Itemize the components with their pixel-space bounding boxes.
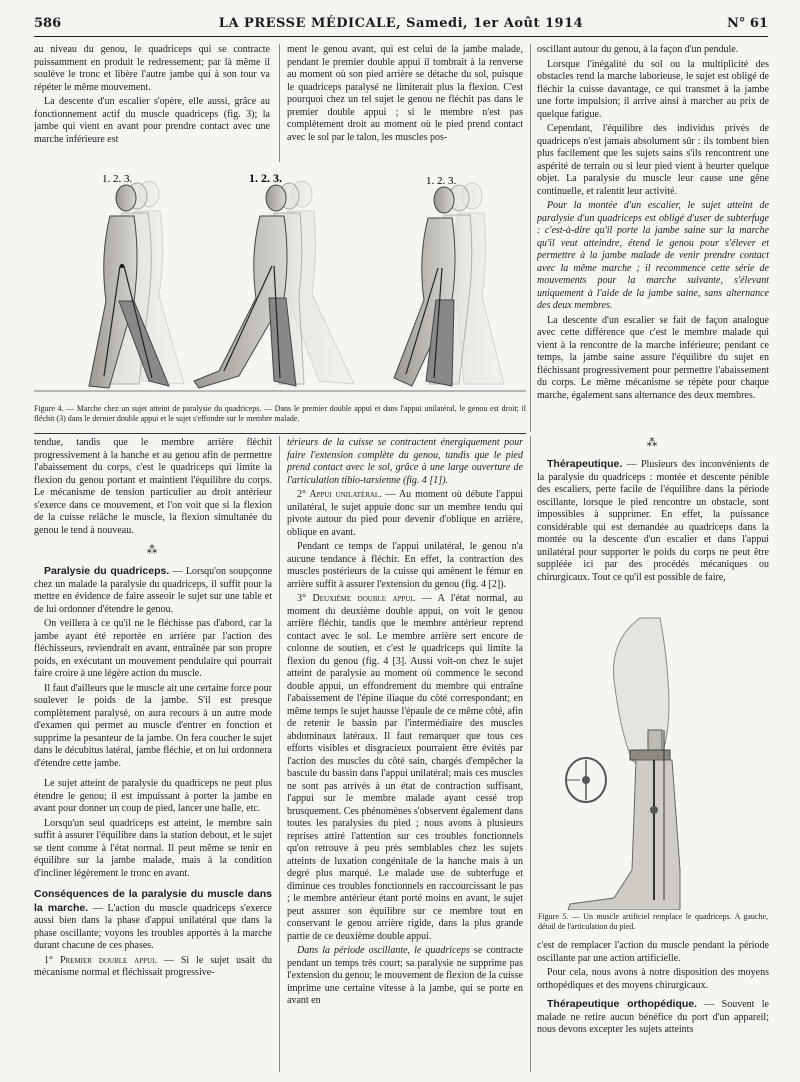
paragraph-text: — Si le sujet usait du mécanisme normal et fléchissait progressive-	[34, 954, 272, 978]
figure-5-caption: Figure 5. — Un muscle artificiel remplace le quadriceps. A gauche, détail de l'articulation du pied.	[538, 912, 768, 931]
figure-4-illustration	[34, 166, 526, 402]
paragraph-text: se contracte pendant un temps très court; sa paralysie ne supprime pas l'extension du genou; le mouvement de flexion de la cuisse imprime une certaine vitesse à la jambe, qui se porte en avant en	[287, 945, 523, 1006]
walker-figure-2	[194, 171, 354, 388]
journal-title: LA PRESSE MÉDICALE, Samedi, 1er Août 1914	[218, 16, 584, 31]
body-column-3-top	[537, 430, 769, 608]
paragraph: ment le genou avant, qui est celui de la jambe malade, pendant le premier double appui il tombrait à la renverse au moment où son pied arrière se détache du sol, puisque le quadriceps paralysé ne limiterait plus la flexion. C'est pourquoi chez un tel sujet le genou ne fléchit pas dans le premier double appui ; si le membre n'est pas complètement droit au moment où le pied prend contact avec le sol par le talon, les muscles pos-	[287, 44, 523, 143]
figure-label-numbers: 1. 2. 3.	[426, 175, 457, 187]
section-heading: Thérapeutique.	[547, 458, 623, 470]
paragraph	[287, 945, 523, 1008]
column-divider	[279, 44, 280, 162]
paragraph: oscillant autour du genou, à la façon d'un pendule.	[537, 44, 739, 55]
paragraph: Il faut d'ailleurs que le muscle ait une certaine force pour soulever le poids de la jambe. S'il est presque complètement paralysé, on aura recours à un autre mode d'examen qui permet au muscle d'entrer en fonction et supprime la pesanteur de la jambe. On fera coucher le sujet dans le décubitus latéral, jambe fléchie, et on lui ordonnera d'étendre cette jambe.	[34, 682, 272, 769]
paragraph: Le sujet atteint de paralysie du quadriceps ne peut plus étendre le genou; il est impuissant à porter la jambe en avant pour donner un coup de pied, lancer une balle, etc.	[34, 778, 272, 814]
subsection-lead: Dans la période oscillante, le quadriceps	[297, 945, 470, 956]
section-heading: Paralysie du quadriceps.	[44, 565, 170, 577]
body-column-1	[34, 437, 272, 1077]
paragraph	[537, 458, 769, 584]
figure-label-numbers: 1. 2. 3.	[249, 171, 282, 185]
section-separator: ⁂	[646, 437, 660, 449]
column-divider	[279, 436, 280, 1072]
paragraph-text: — Plusieurs des inconvénients de la paralysie du quadriceps : montée et descente pénible des escaliers, perte facile de l'équilibre dans la période oscillante, lorsque le pied rencontre un obstacle, sont impossibles à supprimer. En effet, la puissance considérable qui est demandée au quadriceps dans la montée ou la descente d'un escalier et dans l'appui unilatéral pour supporter le poids du corps ne peut être suppléée ici par des procédés mécaniques ou chirurgicaux. Tout ce qu'il est possible de faire,	[537, 459, 769, 583]
paragraph	[34, 888, 272, 953]
page-header	[34, 10, 768, 37]
subsection-lead: 2° Appui unilatéral.	[297, 489, 382, 500]
paragraph-text: — A l'état normal, au moment du deuxième double appui, on voit le genou arrière fléchir, tandis que le membre antérieur reprend contact avec le sol. Le membre arrière sert encore de colonne de soutien, et c'est le quadriceps qui limite la flexion du genou (fig. 4 [3]. Aussi voit-on chez le sujet atteint de paralysie au moment où commence le second double appui, un effondrement du membre qui entraîne l'abaissement de l'épine iliaque du côté correspondant; en même temps le sujet hausse l'épaule de ce même côté, afin de retenir le bassin par l'intermédiaire des muscles abdominaux latéraux. Il faut remarquer que tous ces efforts visibles et disgracieux pourraient être évités par l'action des muscles du côté sain, chargés d'empêcher la bascule du bassin dans l'appui unilatéral; mais ces muscles ne sont pas arrivés à un état de contraction suffisant, l'appui sur le membre malade ayant cessé trop brusquement. Ces phénomènes s'observent également dans toutes les paralysies du pied ; nous avons à plusieurs reprises attiré l'attention sur ces troubles fonctionnels qu'on retrouve à peu près semblables chez les sujets atteints de luxation congénitale de la hanche mais à un degré plus marqué. Le malade use de subterfuge et diminue ces troubles fonctionnels en raccourcissant le pas ; le membre antérieur étant porté moins en avant, le sujet peut assurer son équilibre sur ce membre tout en conservant le genou arrière rigide, dans la plus grande partie de ce deuxième double appui.	[287, 593, 523, 942]
paragraph: On veillera à ce qu'il ne le fléchisse pas d'abord, car la jambe ayant été reportée en arrière par l'action des fléchisseurs, reviendrait en avant, entraînée par son propre poids, en exécutant un mouvement pendulaire qui pourrait faire croire à une légère action du muscle.	[34, 618, 272, 679]
paragraph: Pour la montée d'un escalier, le sujet atteint de paralysie d'un quadriceps est obligé d'user de subterfuge : c'est-à-dire qu'il porte la jambe saine sur la marche qu'il veut atteindre, étend le genou pour s'élever et permettre à la jambe malade de venir prendre contact avec la même marche ; il recommence cette série de mouvements pour la marche suivante, s'élevant uniquement à l'aide de la jambe saine, sans alternance des deux membres.	[537, 200, 769, 311]
paragraph-text: — Au moment où débute l'appui unilatéral, le sujet appuie donc sur un membre tendu qui pivote autour du pied pour devenir d'oblique en arrière, oblique en avant.	[287, 489, 523, 538]
top-column-2	[287, 44, 523, 164]
paragraph: Pour cela, nous avons à notre disposition des moyens orthopédiques et des moyens chirurgicaux.	[537, 967, 769, 991]
paragraph: Pendant ce temps de l'appui unilatéral, le genou n'a aucune tendance à fléchir. En effet, la contraction des muscles postérieurs de la cuisse qui amènent le fémur en arrière suffit à assurer l'extension du genou (fig. 4 [2]).	[287, 541, 523, 590]
figure-5-illustration	[540, 610, 768, 910]
walker-figure-3	[394, 175, 504, 386]
paragraph	[34, 565, 272, 616]
paragraph	[537, 998, 769, 1037]
section-rule	[34, 433, 526, 434]
issue-number: N° 61	[727, 16, 768, 31]
paragraph: Lorsque l'inégalité du sol ou la multiplicité des obstacles rend la marche laborieuse, le sujet est obligé de fléchir la cuisse davantage, ce qui transmet à la jambe une forte impulsion; il arrive ainsi à marcher au prix de quelque fatigue.	[537, 58, 769, 120]
paragraph: La descente d'un escalier s'opère, elle aussi, grâce au fonctionnement actif du muscle quadriceps (fig. 3); la jambe qui vient en avant pour prendre contact avec une marche inférieure est	[34, 96, 270, 145]
top-column-1	[34, 44, 270, 172]
section-heading: Thérapeutique orthopédique.	[547, 998, 698, 1010]
paragraph-text: — Souvent le malade ne retire aucun bénéfice du port d'un appareil; nous devons excepter les sujets atteints	[537, 999, 769, 1035]
paragraph	[34, 955, 272, 980]
paragraph: Lorsqu'un seul quadriceps est atteint, le membre sain suffit à assurer l'équilibre dans la station debout, et le sujet se tient comme à l'état normal. Il peut même se tenir en équilibre sur la jambe malade, mais à la condition d'incliner légèrement le tronc en avant.	[34, 817, 272, 879]
paragraph: Cependant, l'équilibre des individus privés de quadriceps n'est jamais absolument sûr : ils tombent bien plus facilement que les sujets sains s'ils rencontrent une aspérité de terrain ou si leur pied vient à heurter quelque objet. La paralysie du muscle leur cause une gêne continuelle, et ralentit leur activité.	[537, 123, 769, 197]
paragraph: tendue, tandis que le membre arrière fléchit progressivement à la hanche et au genou afin de permettre l'abaissement du corps, c'est le quadriceps qui limite la flexion du genou portant et maintient l'équilibre du corps. Le mécanisme de tension particulier au droit antérieur s'exerce dans ce mouvement, et l'on voit que si la flexion de la cuisse relâche le muscle, la flexion simultanée du genou le tend à nouveau.	[34, 437, 272, 536]
body-column-3-bottom	[537, 940, 769, 1080]
paragraph	[287, 593, 523, 943]
paragraph: térieurs de la cuisse se contractent énergiquement pour faire l'extension complète du genou, tandis que le pied prend contact avec le sol, grâce à une large ouverture de l'articulation tibio-tarsienne (fig. 4 [1]).	[287, 437, 523, 486]
column-divider	[530, 436, 531, 1072]
section-heading: Conséquences de la paralysie du muscle dans la marche.	[34, 888, 272, 914]
paragraph-text: — L'action du muscle quadriceps s'exerce aussi bien dans la phase d'appui unilatéral que dans la phase oscillante; voyons les troubles apportés à la marche durant chacune de ces phases.	[34, 902, 272, 951]
paragraph-text: — Lorsqu'on soupçonne chez un malade la paralysie du quadriceps, il suffit pour la mettre en évidence de faire asseoir le sujet sur une table et de lui ordonner d'étendre le genou.	[34, 566, 272, 615]
section-separator: ⁂	[146, 544, 160, 556]
paragraph: au niveau du genou, le quadriceps qui se contracte puissamment en produit le redressement; par là même il soulève le tronc et libère l'autre jambe qui à son tour va répéter le même mouvement.	[34, 44, 270, 93]
paragraph: La descente d'un escalier se fait de façon analogue avec cette différence que c'est le membre malade qui vient à la rencontre de la marche inférieure; pendant ce temps, la jambe saine assure l'équilibre du sujet en fléchissant progressivement pour permettre l'abaissement du corps. Le même mécanisme se répète pour chaque marche, également sans alternance des deux membres.	[537, 314, 769, 401]
top-column-3	[537, 44, 769, 432]
paragraph: c'est de remplacer l'action du muscle pendant la période oscillante par une action artificielle.	[537, 940, 769, 964]
body-column-2	[287, 437, 523, 1077]
subsection-lead: 3° Deuxième double appui.	[297, 593, 416, 604]
walker-figure-1	[89, 173, 184, 388]
paragraph	[287, 489, 523, 539]
subsection-lead: 1° Premier double appui.	[44, 954, 157, 966]
figure-4-caption: Figure 4. — Marche chez un sujet atteint de paralysie du quadriceps. — Dans le premier double appui et dans l'appui unilatéral, le genou est droit; il fléchit (3) dans le dernier double appui et le sujet s'effondre sur le membre malade.	[34, 404, 526, 423]
figure-label-numbers: 1. 2. 3.	[102, 173, 133, 185]
page-number: 586	[34, 16, 62, 31]
column-divider	[530, 44, 531, 432]
